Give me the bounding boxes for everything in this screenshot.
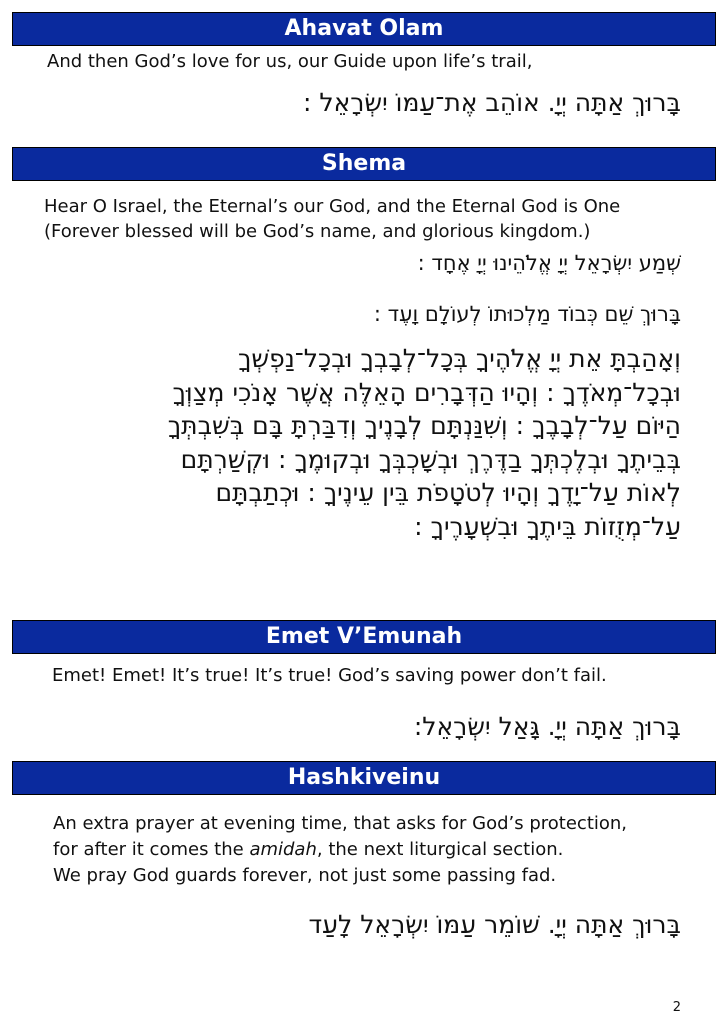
shema-english-line-1: Hear O Israel, the Eternal’s our God, and the Eternal God is One	[44, 196, 621, 217]
vahavta-line-1: וְאָהַבְתָּ אֵת יְיָ אֱלֹהֶיךָ בְּכָל־לְבָבְךָ וּבְכָל־נַפְשְׁךָ	[238, 344, 681, 373]
section-header-emet-vemunah: Emet V’Emunah	[12, 620, 716, 654]
amidah-term: amidah	[249, 839, 317, 860]
section-header-ahavat-olam: Ahavat Olam	[12, 12, 716, 46]
hashkiveinu-line-2-pre: for after it comes the	[53, 839, 250, 860]
section-header-shema: Shema	[12, 147, 716, 181]
vahavta-line-5: לְאוֹת עַל־יָדֶךָ וְהָיוּ לְטֹטָפֹת בֵּין עֵינֶיךָ : וּכְתַבְתָּם	[215, 478, 681, 507]
hashkiveinu-line-2-post: , the next liturgical section.	[316, 839, 564, 860]
section-header-hashkiveinu: Hashkiveinu	[12, 761, 716, 795]
vahavta-paragraph	[168, 342, 681, 543]
emet-vemunah-hebrew: בָּרוּךְ אַתָּה יְיָ. גָּאַל יִשְׂרָאֵל:	[413, 712, 681, 741]
page-number: 2	[672, 1000, 681, 1015]
baruch-shem-hebrew: בָּרוּךְ שֵׁם כְּבוֹד מַלְכוּתוֹ לְעוֹלָם וָעֶד :	[373, 302, 681, 326]
hashkiveinu-english-line-2	[53, 838, 563, 862]
vahavta-line-6: עַל־מְזֻזוֹת בֵּיתֶךָ וּבִשְׁעָרֶיךָ :	[414, 511, 681, 541]
emet-vemunah-english: Emet! Emet! It’s true! It’s true! God’s saving power don’t fail.	[52, 665, 607, 686]
vahavta-line-2: וּבְכָל־מְאֹדֶךָ : וְהָיוּ הַדְּבָרִים הָאֵלֶּה אֲשֶׁר אָנֹכִי מְצַוְּךָ	[172, 377, 681, 407]
shema-english-line-2: (Forever blessed will be God’s name, and glorious kingdom.)	[44, 221, 591, 242]
ahavat-olam-english: And then God’s love for us, our Guide upon life’s trail,	[47, 51, 533, 72]
hashkiveinu-english-line-1: An extra prayer at evening time, that asks for God’s protection,	[53, 813, 628, 834]
ahavat-olam-hebrew: בָּרוּךְ אַתָּה יְיָ. אוֹהֵב אֶת־עַמּוֹ יִשְׂרָאֵל :	[302, 88, 681, 117]
vahavta-line-4: בְּבֵיתֶךָ וּבְלֶכְתְּךָ בַדֶּרֶךְ וּבְשָׁכְבְּךָ וּבְקוּמֶךָ : וּקְשַׁרְתָּם	[180, 444, 681, 474]
hashkiveinu-english-line-3: We pray God guards forever, not just some passing fad.	[53, 865, 557, 886]
vahavta-line-3: הַיּוֹם עַל־לְבָבֶךָ : וְשִׁנַּנְתָּם לְבָנֶיךָ וְדִבַּרְתָּ בָּם בְּשִׁבְתְּךָ	[167, 411, 681, 440]
hashkiveinu-hebrew: בָּרוּךְ אַתָּה יְיָ. שׁוֹמֵר עַמּוֹ יִשְׂרָאֵל לָעַד	[308, 910, 681, 939]
shema-hebrew: שְׁמַע יִשְׂרָאֵל יְיָ אֱלֹהֵינוּ יְיָ אֶחָד :	[417, 251, 681, 275]
